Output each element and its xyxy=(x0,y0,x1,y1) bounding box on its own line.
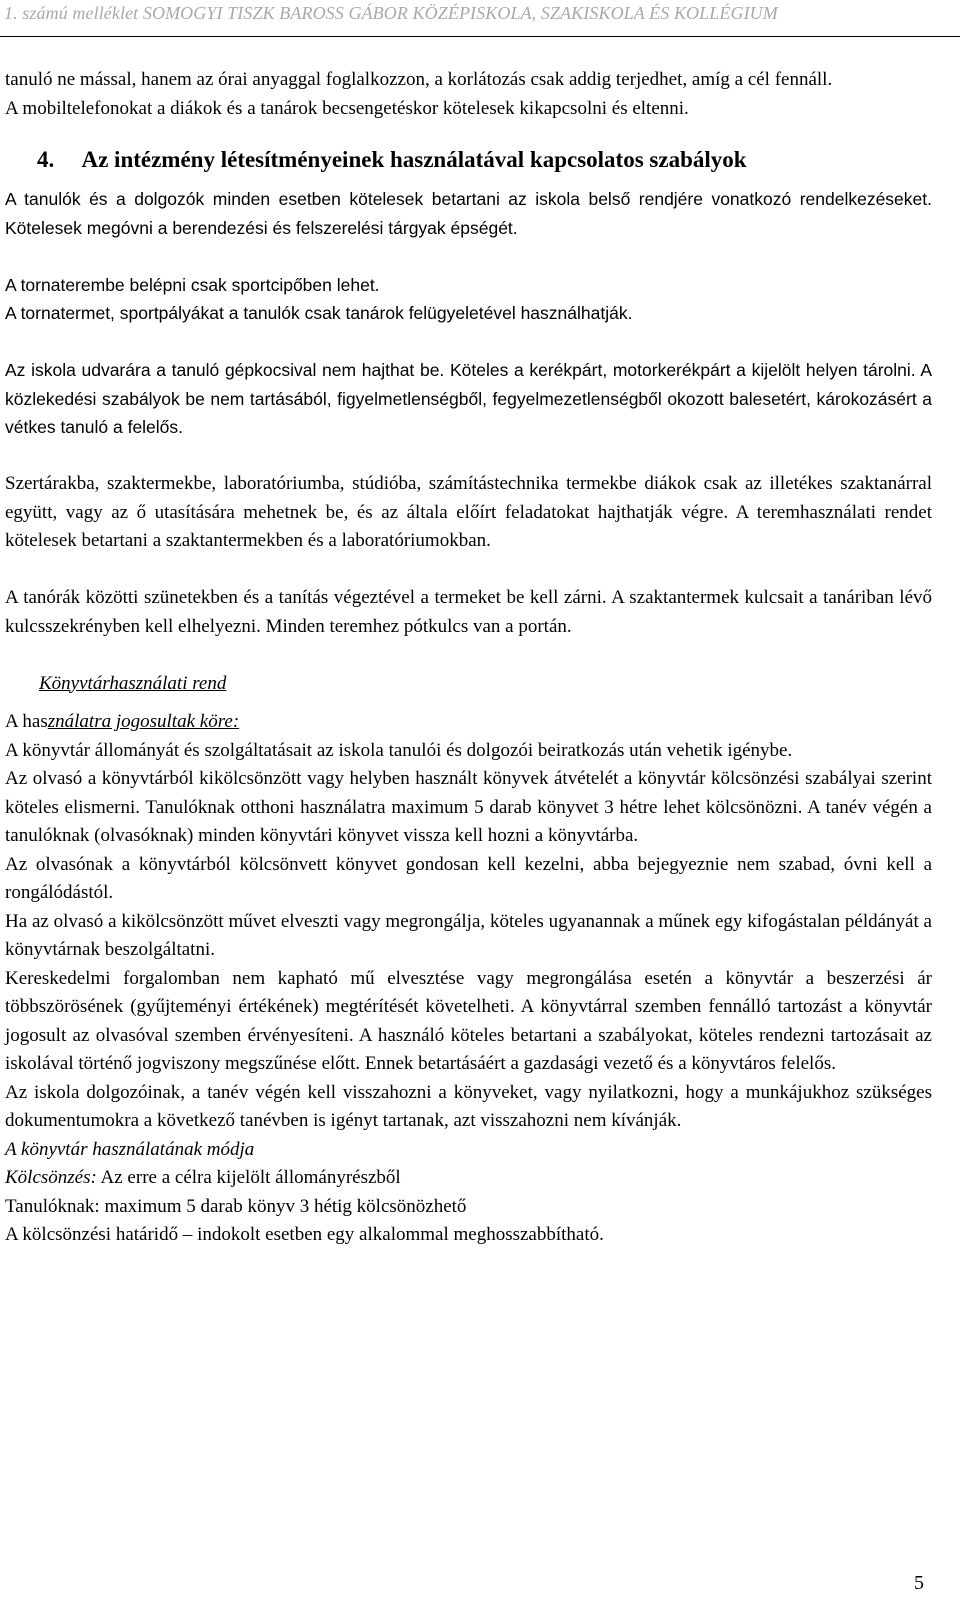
section-title: Az intézmény létesítményeinek használatával kapcsolatos szabályok xyxy=(81,147,747,172)
paragraph-library-borrowing: Az olvasó a könyvtárból kikölcsönzött vagy helyben használt könyvek átvételét a könyvtár kölcsönzési szabályai szerint köteles elismerni. Tanulóknak otthoni használatra maximum 5 darab könyvet 3 hétre lehet kölcsönözni. A tanév végén a tanulóknak (olvasóknak) minden könyvtári könyvet vissza kell hozni a könyvtárba. xyxy=(5,768,932,846)
library-rules-heading: Könyvtárhasználati rend xyxy=(39,672,227,694)
paragraph-library-staff: Az iskola dolgozóinak, a tanév végén kell visszahozni a könyveket, vagy nyilatkozni, hogy a munkájukhoz szükséges dokumentumokra a következő tanévben is igényt tartanak, azt visszahozni nem kívánják. xyxy=(5,1081,932,1131)
spacer xyxy=(5,556,932,585)
spacer xyxy=(5,242,932,271)
lending-deadline-line: A kölcsönzési határidő – indokolt esetben egy alkalommal meghosszabbítható. xyxy=(5,1224,604,1245)
paragraph-library-compensation: Kereskedelmi forgalomban nem kapható mű elvesztése vagy megrongálása esetén a könyvtár a beszerzési ár többszörösének (gyűjteményi értékének) megtérítését követelheti. A könyvtárral szemben fennálló tartozást a könyvtár jogosult az olvasóval szemben érvényesíteni. A használó köteles betartani a szabályokat, köteles rendezni tartozásait az iskolával történő jogviszony megszűnése előtt. Ennek betartásáért a gazdasági vezető és a könyvtáros felelős. xyxy=(5,967,932,1074)
section-number: 4. xyxy=(37,147,55,172)
paragraph-library-loss: Ha az olvasó a kikölcsönzött művet elveszti vagy megrongálja, köteles ugyanannak a műnek egy kifogástalan példányát a könyvtárnak beszolgáltatni. xyxy=(5,910,932,960)
document-body xyxy=(5,66,932,1250)
header-divider xyxy=(0,36,960,37)
spacer xyxy=(5,698,932,708)
spacer xyxy=(5,442,932,471)
lending-line: Kölcsönzés: Az erre a célra kijelölt állományrészből xyxy=(5,1167,401,1188)
paragraph-library-care: Az olvasónak a könyvtárból kölcsönvett könyvet gondosan kell kezelni, abba bejegyeznie nem szabad, óvni kell a rongálódástól. xyxy=(5,853,932,903)
paragraph-intro-continued: tanuló ne mással, hanem az órai anyaggal foglalkozzon, a korlátozás csak addig terjedhet, amíg a cél fennáll. xyxy=(5,69,833,90)
library-usage-heading: A könyvtár használatának módja xyxy=(5,1138,255,1160)
eligible-users-heading: A használatra jogosultak köre: xyxy=(5,711,240,732)
paragraph-school-yard: Az iskola udvarára a tanuló gépkocsival nem hajthat be. Köteles a kerékpárt, motorkerékpárt a kijelölt helyen tárolni. A közlekedési szabályok be nem tartásából, figyelmetlenségből, fegyelmezetlenségből okozott balesetért, károkozásért a vétkes tanuló a felelős. xyxy=(5,360,932,437)
paragraph-gym-shoes: A tornaterembe belépni csak sportcipőben lehet. xyxy=(5,274,380,295)
paragraph-internal-rules: A tanulók és a dolgozók minden esetben kötelesek betartani az iskola belső rendjére vonatkozó rendelkezéseket. Kötelesek megóvni a berendezési és felszerelési tárgyak épségét. xyxy=(5,189,932,238)
students-lending-line: Tanulóknak: maximum 5 darab könyv 3 hétig kölcsönözhető xyxy=(5,1195,467,1217)
paragraph-mobile-phones: A mobiltelefonokat a diákok és a tanárok becsengetéskor kötelesek kikapcsolni és eltenni. xyxy=(5,97,689,119)
paragraph-laboratories: Szertárakba, szaktermekbe, laboratóriumba, stúdióba, számítástechnika termekbe diákok csak az illetékes szaktanárral együtt, vagy az ő utasítására mehetnek be, és az általa előírt feladatokat hajthatják végre. A teremhasználati rendet kötelesek betartani a szaktantermekben és a laboratóriumokban. xyxy=(5,473,932,551)
section-heading xyxy=(5,145,932,175)
paragraph-gym-supervision: A tornatermet, sportpályákat a tanulók csak tanárok felügyeletével használhatják. xyxy=(5,303,633,323)
paragraph-library-access: A könyvtár állományát és szolgáltatásait az iskola tanulói és dolgozói beiratkozás után vehetik igénybe. xyxy=(5,739,793,761)
spacer xyxy=(5,641,932,670)
page-number: 5 xyxy=(914,1572,924,1594)
paragraph-room-keys: A tanórák közötti szünetekben és a tanítás végeztével a termeket be kell zárni. A szaktantermek kulcsait a tanáriban lévő kulcsszekrényben kell elhelyezni. Minden teremhez pótkulcs van a portán. xyxy=(5,587,932,637)
spacer xyxy=(5,328,932,357)
page-header: 1. számú melléklet SOMOGYI TISZK BAROSS GÁBOR KÖZÉPISKOLA, SZAKISKOLA ÉS KOLLÉGIUM xyxy=(4,3,778,23)
